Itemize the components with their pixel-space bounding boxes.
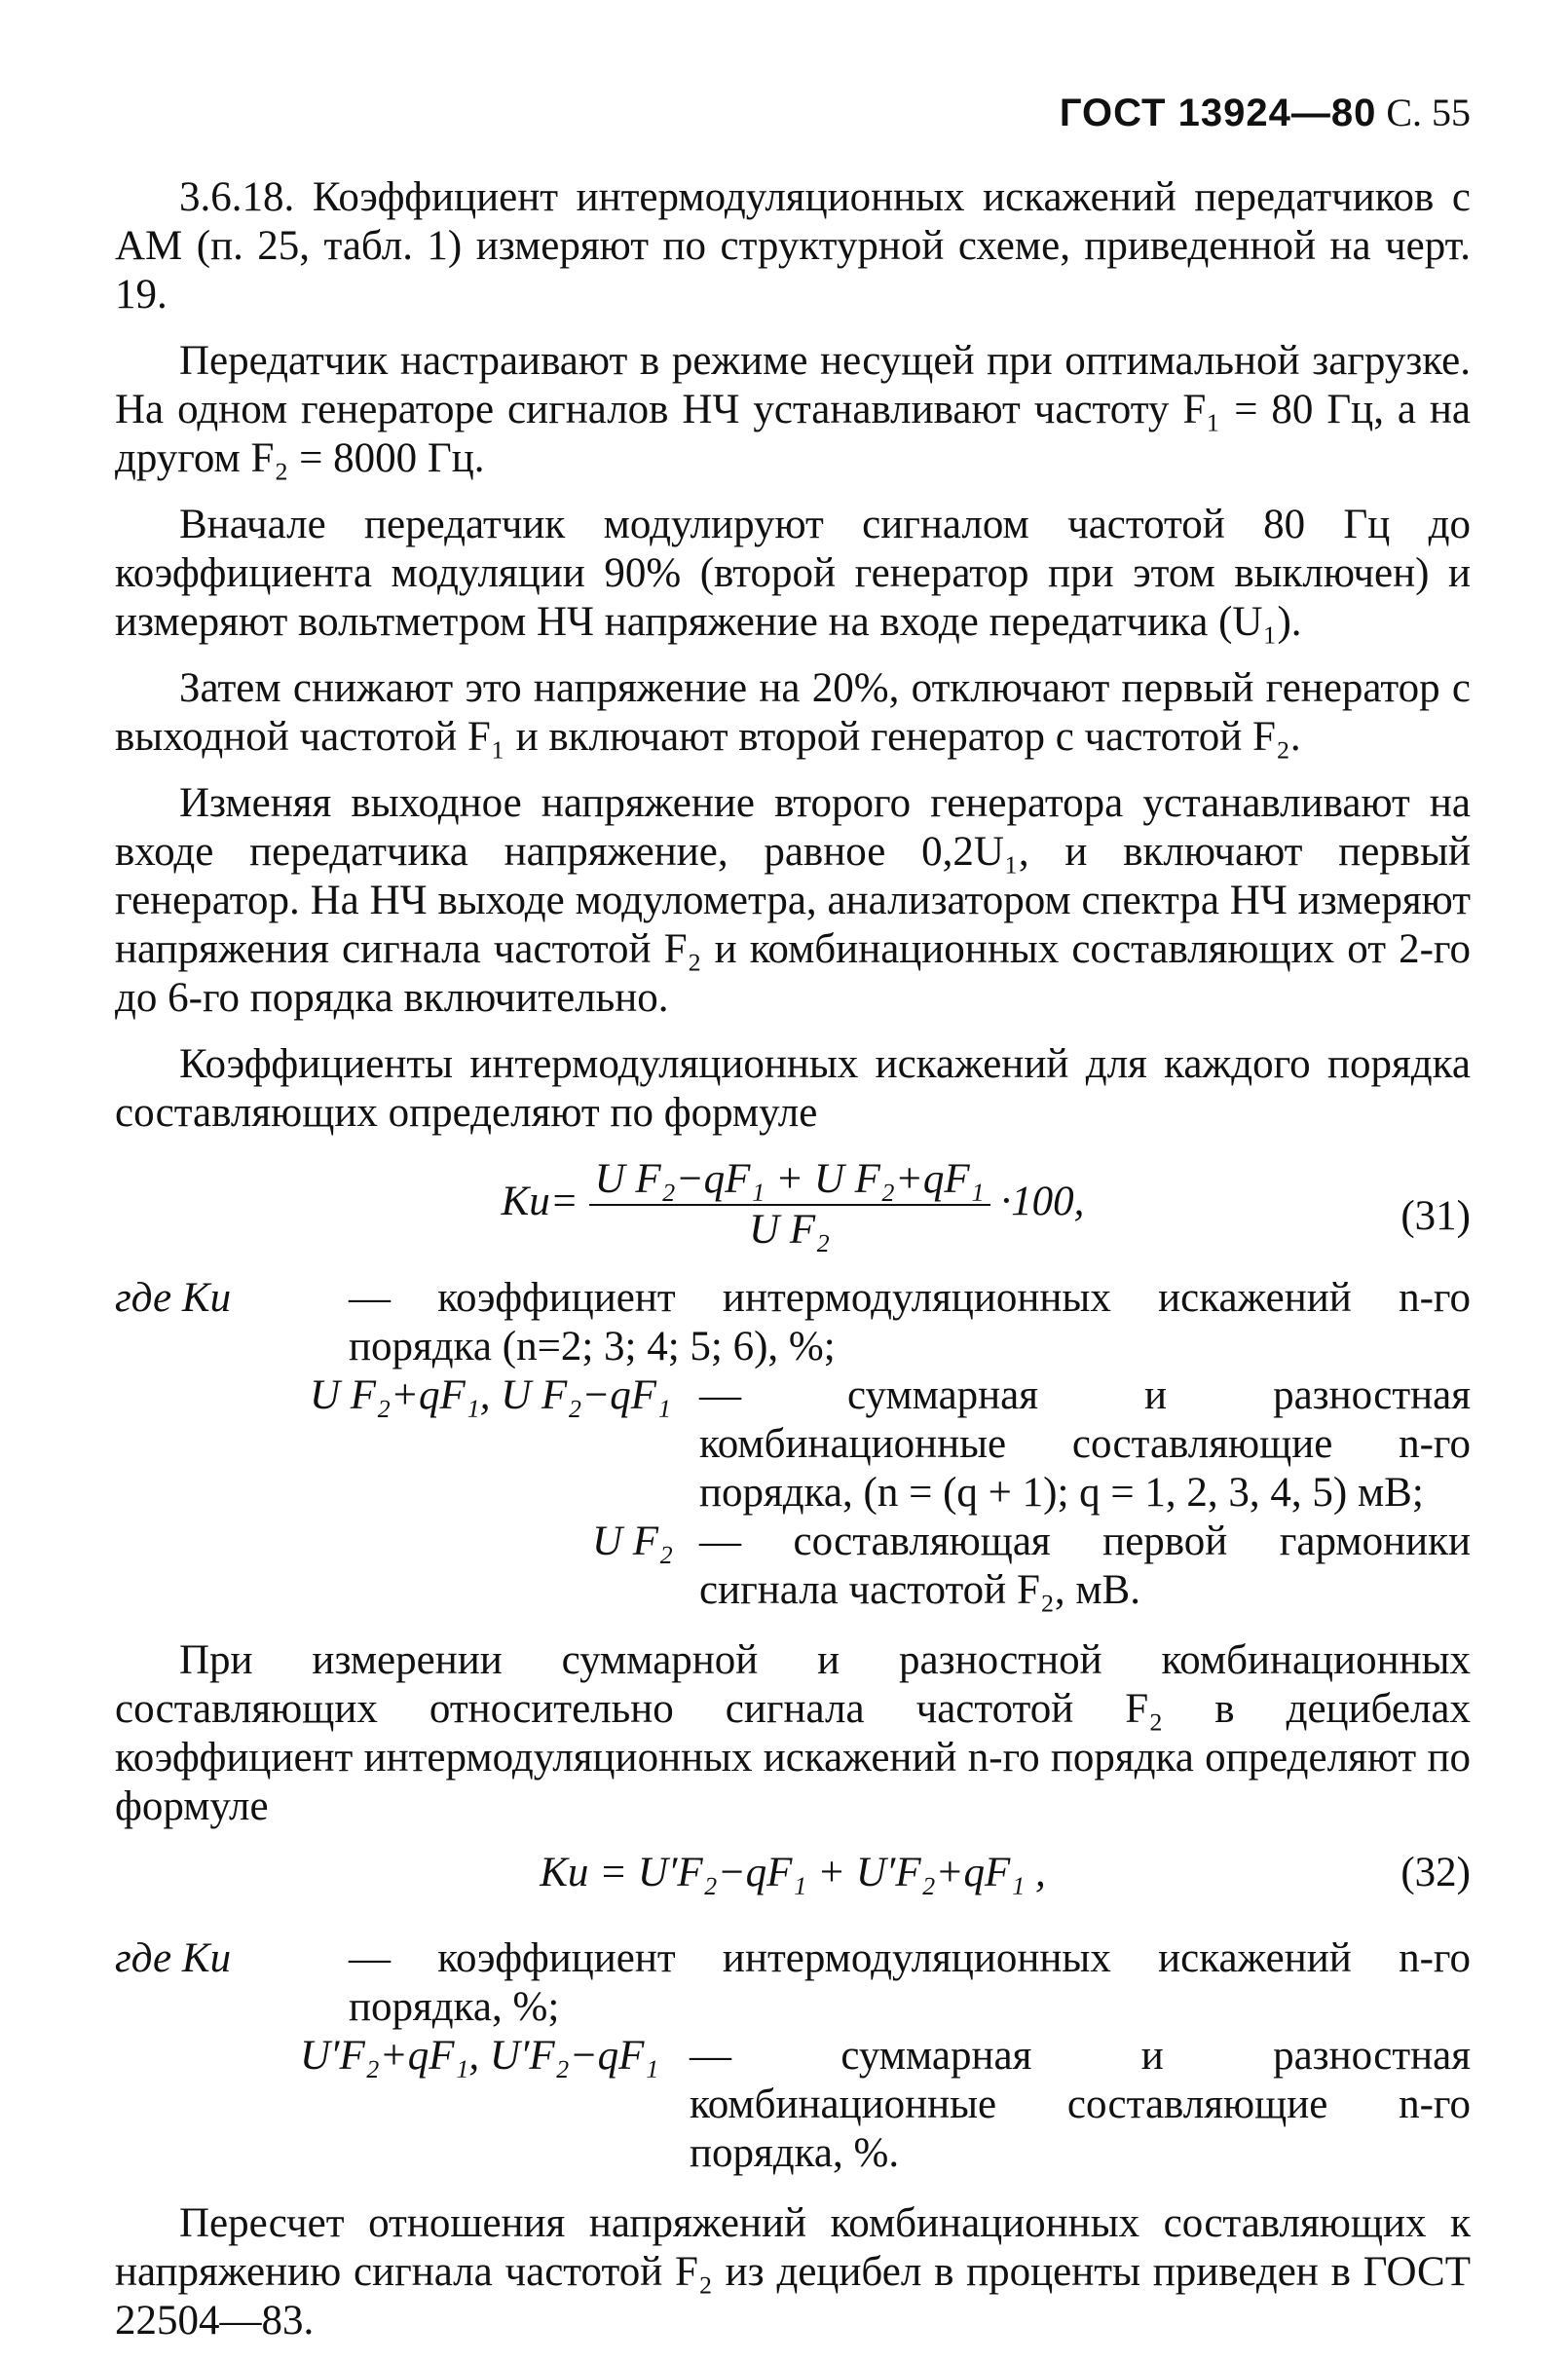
document-body [115,173,1471,2363]
formula-31-fraction [589,1155,990,1255]
paragraph-2: Передатчик настраивают в режиме несущей при оптимальной загрузке. На одном генераторе сигналов НЧ устанавливают частоту F₁ = 80 Гц, а на другом F₂ = 8000 Гц. [115,338,1471,481]
formula-32-definitions [115,1934,1471,2178]
formula-31-rhs: ·100, [1000,1178,1085,1224]
formula-32 [115,1849,1471,1934]
definition-text: — коэффициент интермодуляционных искажений n-го порядка (n=2; 3; 4; 5; 6), %; [349,1275,1471,1369]
formula-31-lhs: Kи= [501,1178,579,1224]
formula-31-number: (31) [1400,1193,1471,1239]
definition-text: — суммарная и разностная комбинационные составляющие n-го порядка, (n = (q + 1); q = 1, 2, 3, 4, 5) мВ; [699,1372,1471,1516]
formula-31-definitions [115,1274,1471,1615]
paragraph-7: При измерении суммарной и разностной комбинационных составляющих относительно сигнала частотой F₂ в децибелах коэффициент интермодуляционных искажений n-го порядка определяют по формуле [115,1637,1471,1829]
definition-symbol: U F₂ [592,1519,674,1564]
definition-text: — составляющая первой гармоники сигнала частотой F₂, мВ. [699,1519,1471,1613]
definition-symbol: где Kи [115,1935,232,1981]
paragraph-1: 3.6.18. Коэффициент интермодуляционных искажений передатчиков с АМ (п. 25, табл. 1) измеряют по структурной схеме, приведенной на черт. 19. [115,174,1471,318]
definition-row [115,1371,1471,1518]
definition-symbol: где Kи [115,1275,232,1321]
definition-symbol: U F₂+qF₁, U F₂−qF₁ [310,1372,672,1418]
formula-31-denominator: U F₂ [749,1207,831,1253]
formula-31-numerator: U F₂−qF₁ + U F₂+qF₁ [589,1155,990,1206]
definition-row [115,1518,1471,1615]
formula-32-number: (32) [1400,1850,1471,1895]
formula-31-expression [115,1155,1471,1255]
formula-32-expression: Kи = U′F₂−qF₁ + U′F₂+qF₁ , [540,1850,1046,1895]
definition-row [115,1274,1471,1371]
paragraph-6: Коэффициенты интермодуляционных искажений для каждого порядка составляющих определяют по формуле [115,1041,1471,1136]
header-gost: ГОСТ 13924—80 [1059,92,1377,134]
definition-text: — коэффициент интермодуляционных искажений n-го порядка, %; [349,1935,1471,2030]
definition-row [115,1934,1471,2032]
definition-symbol: U′F₂+qF₁, U′F₂−qF₁ [300,2033,659,2079]
definition-text: — суммарная и разностная комбинационные составляющие n-го порядка, %. [690,2033,1471,2176]
page-header [1060,90,1471,135]
definition-row [115,2032,1471,2178]
paragraph-3: Вначале передатчик модулируют сигналом частотой 80 Гц до коэффициента модуляции 90% (второй генератор при этом выключен) и измеряют вольтметром НЧ напряжение на входе передатчика (U₁). [115,502,1471,645]
paragraph-4: Затем снижают это напряжение на 20%, отключают первый генератор с выходной частотой F₁ и включают второй генератор с частотой F₂. [115,665,1471,760]
paragraph-5: Изменяя выходное напряжение второго генератора устанавливают на входе передатчика напряжение, равное 0,2U₁, и включают первый генератор. На НЧ выходе модулометра, анализатором спектра НЧ измеряют напряжения сигнала частотой F₂ и комбинационных составляющих от 2-го до 6-го порядка включительно. [115,780,1471,1021]
formula-31 [115,1155,1471,1274]
header-page-number: С. 55 [1386,91,1471,134]
paragraph-final: Пересчет отношения напряжений комбинационных составляющих к напряжению сигнала частотой F₂ из децибел в проценты приведен в ГОСТ 22504—83. [115,2200,1471,2344]
